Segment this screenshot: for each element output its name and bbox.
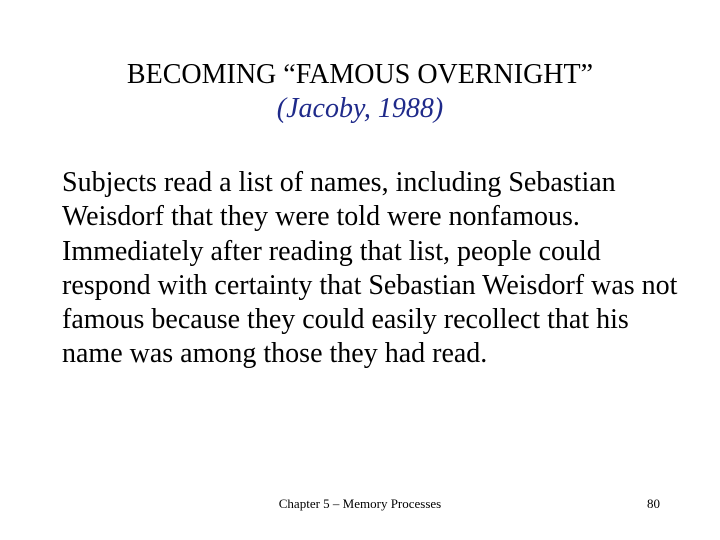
footer-chapter: Chapter 5 – Memory Processes bbox=[278, 496, 442, 511]
slide-subtitle: (Jacoby, 1988) bbox=[276, 93, 444, 124]
slide-body-text: Subjects read a list of names, including Sebastian Weisdorf that they were told were nonfamous. Immediately after reading that list, people could respond with certainty that Sebastian Weisdorf was not famous because they could easily recollect that his name was among those they had read. bbox=[62, 167, 678, 370]
slide-title: BECOMING “FAMOUS OVERNIGHT” bbox=[126, 59, 594, 90]
title-block bbox=[60, 58, 660, 126]
page-number: 80 bbox=[647, 496, 660, 511]
